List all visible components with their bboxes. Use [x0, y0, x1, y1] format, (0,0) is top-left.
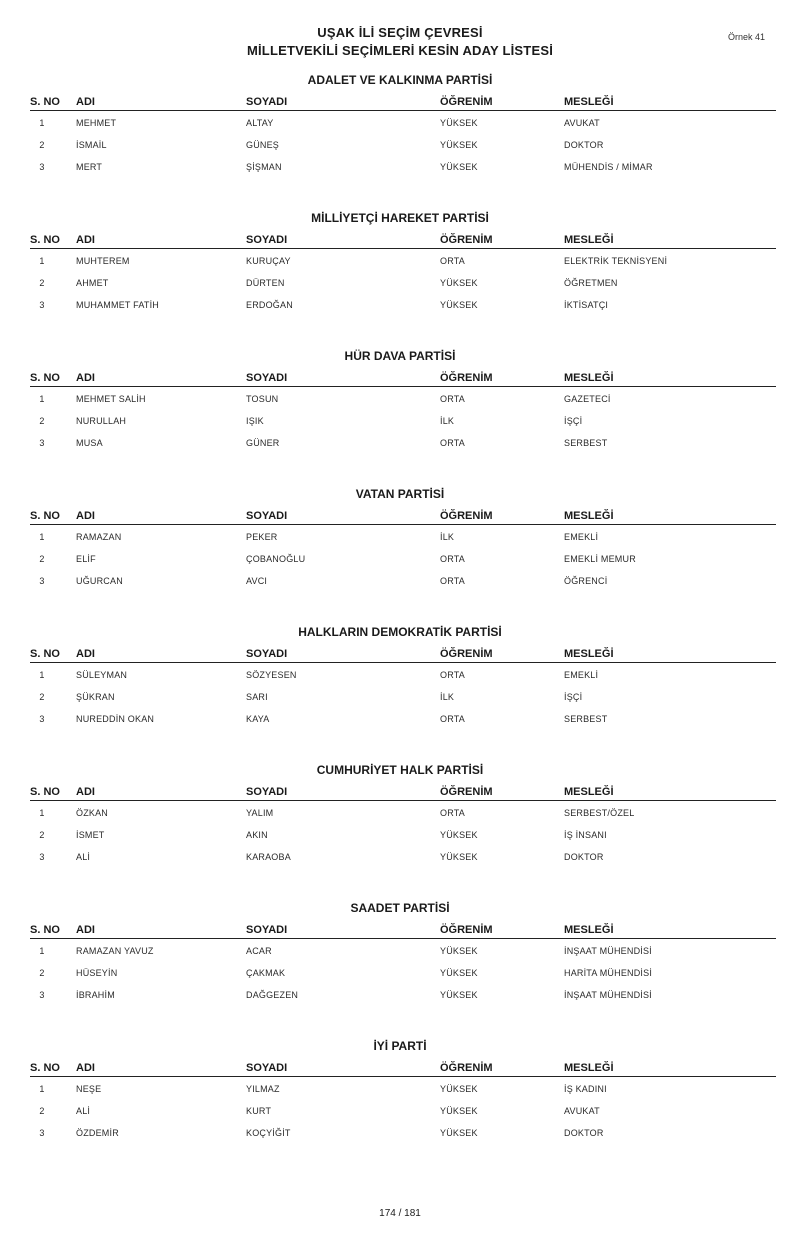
- table-row: [0, 804, 800, 826]
- header-divider: [30, 662, 776, 663]
- candidate-first-name: NEŞE: [76, 1084, 102, 1094]
- candidate-last-name: KURT: [246, 1106, 272, 1116]
- column-header-ogrenim: ÖĞRENİM: [440, 372, 493, 384]
- candidate-last-name: YILMAZ: [246, 1084, 280, 1094]
- row-number: 2: [39, 278, 45, 288]
- candidate-last-name: DAĞGEZEN: [246, 990, 299, 1000]
- column-header-sno: S. NO: [30, 1062, 60, 1074]
- candidate-profession: ÖĞRENCİ: [564, 576, 608, 586]
- candidate-last-name: IŞIK: [246, 416, 264, 426]
- row-number: 2: [39, 416, 45, 426]
- candidate-last-name: PEKER: [246, 532, 278, 542]
- candidate-education: İLK: [440, 532, 455, 542]
- party-title: CUMHURİYET HALK PARTİSİ: [316, 763, 484, 777]
- candidate-first-name: ŞÜKRAN: [76, 692, 115, 702]
- candidate-education: YÜKSEK: [440, 946, 478, 956]
- candidate-first-name: ALİ: [76, 1106, 91, 1116]
- party-title: İYİ PARTİ: [373, 1039, 427, 1053]
- header-line-1: UŞAK İLİ SEÇİM ÇEVRESİ: [317, 25, 483, 40]
- candidate-education: YÜKSEK: [440, 1106, 478, 1116]
- header-divider: [30, 524, 776, 525]
- table-row: [0, 390, 800, 412]
- column-header-ogrenim: ÖĞRENİM: [440, 924, 493, 936]
- party-title: SAADET PARTİSİ: [350, 901, 450, 915]
- row-number: 1: [39, 946, 45, 956]
- column-header-adi: ADI: [76, 372, 95, 384]
- column-header-soyadi: SOYADI: [246, 924, 288, 936]
- row-number: 3: [39, 1128, 45, 1138]
- candidate-first-name: ALİ: [76, 852, 91, 862]
- candidate-first-name: NURULLAH: [76, 416, 127, 426]
- table-row: [0, 114, 800, 136]
- column-header-row: [0, 642, 800, 662]
- party-section: [0, 208, 800, 346]
- candidate-rows: [0, 248, 800, 318]
- candidate-first-name: MUHTEREM: [76, 256, 130, 266]
- candidate-profession: ÖĞRETMEN: [564, 278, 618, 288]
- table-row: [0, 942, 800, 964]
- candidate-profession: İŞ İNSANI: [564, 830, 607, 840]
- candidate-first-name: MEHMET: [76, 118, 117, 128]
- candidate-last-name: KURUÇAY: [246, 256, 291, 266]
- candidate-first-name: AHMET: [76, 278, 109, 288]
- candidate-profession: GAZETECİ: [564, 394, 611, 404]
- column-header-row: [0, 1056, 800, 1076]
- candidate-first-name: İBRAHİM: [76, 990, 115, 1000]
- column-header-meslegi: MESLEĞİ: [564, 1062, 614, 1074]
- party-title: HÜR DAVA PARTİSİ: [344, 349, 456, 363]
- form-number: Örnek 41: [728, 32, 766, 42]
- column-header-adi: ADI: [76, 786, 95, 798]
- party-list: [0, 70, 800, 1174]
- candidate-profession: AVUKAT: [564, 1106, 600, 1116]
- candidate-profession: ELEKTRİK TEKNİSYENİ: [564, 256, 668, 266]
- column-header-adi: ADI: [76, 510, 95, 522]
- candidate-profession: SERBEST: [564, 714, 608, 724]
- row-number: 1: [39, 670, 45, 680]
- column-header-ogrenim: ÖĞRENİM: [440, 510, 493, 522]
- column-header-sno: S. NO: [30, 786, 60, 798]
- column-header-meslegi: MESLEĞİ: [564, 510, 614, 522]
- row-number: 3: [39, 162, 45, 172]
- table-row: [0, 826, 800, 848]
- row-number: 2: [39, 692, 45, 702]
- table-row: [0, 296, 800, 318]
- row-number: 1: [39, 118, 45, 128]
- table-row: [0, 412, 800, 434]
- candidate-profession: DOKTOR: [564, 1128, 604, 1138]
- column-header-row: [0, 780, 800, 800]
- candidate-education: YÜKSEK: [440, 140, 478, 150]
- party-section: [0, 70, 800, 208]
- column-header-meslegi: MESLEĞİ: [564, 96, 614, 108]
- candidate-last-name: YALIM: [246, 808, 274, 818]
- column-header-ogrenim: ÖĞRENİM: [440, 234, 493, 246]
- column-header-sno: S. NO: [30, 234, 60, 246]
- document-header: [0, 24, 800, 60]
- candidate-first-name: İSMAİL: [76, 140, 107, 150]
- header-divider: [30, 110, 776, 111]
- table-row: [0, 964, 800, 986]
- column-header-meslegi: MESLEĞİ: [564, 234, 614, 246]
- candidate-last-name: AVCI: [246, 576, 268, 586]
- table-row: [0, 1102, 800, 1124]
- candidate-profession: HARİTA MÜHENDİSİ: [564, 968, 653, 978]
- column-header-meslegi: MESLEĞİ: [564, 924, 614, 936]
- candidate-profession: İNŞAAT MÜHENDİSİ: [564, 946, 652, 956]
- candidate-profession: İŞÇİ: [564, 416, 583, 426]
- party-section: [0, 484, 800, 622]
- column-header-sno: S. NO: [30, 648, 60, 660]
- candidate-education: YÜKSEK: [440, 1128, 478, 1138]
- candidate-first-name: MUSA: [76, 438, 103, 448]
- candidate-profession: DOKTOR: [564, 852, 604, 862]
- candidate-first-name: ÖZDEMİR: [76, 1128, 119, 1138]
- candidate-education: YÜKSEK: [440, 830, 478, 840]
- column-header-sno: S. NO: [30, 372, 60, 384]
- row-number: 2: [39, 1106, 45, 1116]
- table-row: [0, 434, 800, 456]
- column-header-adi: ADI: [76, 1062, 95, 1074]
- candidate-education: ORTA: [440, 256, 465, 266]
- candidate-first-name: MERT: [76, 162, 103, 172]
- party-section: [0, 760, 800, 898]
- candidate-profession: AVUKAT: [564, 118, 600, 128]
- header-divider: [30, 386, 776, 387]
- candidate-profession: EMEKLİ: [564, 670, 599, 680]
- column-header-soyadi: SOYADI: [246, 510, 288, 522]
- candidate-profession: MÜHENDİS / MİMAR: [564, 162, 653, 172]
- candidate-last-name: ALTAY: [246, 118, 274, 128]
- column-header-soyadi: SOYADI: [246, 372, 288, 384]
- column-header-row: [0, 228, 800, 248]
- table-row: [0, 274, 800, 296]
- candidate-education: YÜKSEK: [440, 300, 478, 310]
- candidate-last-name: ÇOBANOĞLU: [246, 554, 306, 564]
- candidate-profession: EMEKLİ MEMUR: [564, 554, 636, 564]
- candidate-education: İLK: [440, 692, 455, 702]
- row-number: 3: [39, 576, 45, 586]
- candidate-education: YÜKSEK: [440, 118, 478, 128]
- candidate-first-name: SÜLEYMAN: [76, 670, 128, 680]
- party-title: ADALET VE KALKINMA PARTİSİ: [307, 73, 493, 87]
- candidate-rows: [0, 110, 800, 180]
- column-header-adi: ADI: [76, 648, 95, 660]
- row-number: 1: [39, 808, 45, 818]
- header-divider: [30, 938, 776, 939]
- candidate-rows: [0, 800, 800, 870]
- candidate-rows: [0, 662, 800, 732]
- column-header-sno: S. NO: [30, 96, 60, 108]
- candidate-rows: [0, 386, 800, 456]
- candidate-education: YÜKSEK: [440, 162, 478, 172]
- column-header-ogrenim: ÖĞRENİM: [440, 648, 493, 660]
- table-row: [0, 688, 800, 710]
- candidate-last-name: GÜNEŞ: [246, 140, 280, 150]
- party-title: HALKLARIN DEMOKRATİK PARTİSİ: [298, 625, 502, 639]
- candidate-profession: İNŞAAT MÜHENDİSİ: [564, 990, 652, 1000]
- column-header-ogrenim: ÖĞRENİM: [440, 96, 493, 108]
- candidate-last-name: SÖZYESEN: [246, 670, 297, 680]
- candidate-last-name: AKIN: [246, 830, 268, 840]
- candidate-education: ORTA: [440, 576, 465, 586]
- header-divider: [30, 800, 776, 801]
- column-header-row: [0, 918, 800, 938]
- table-row: [0, 848, 800, 870]
- header-line-2: MİLLETVEKİLİ SEÇİMLERİ KESİN ADAY LİSTESİ: [246, 43, 554, 58]
- candidate-profession: İKTİSATÇI: [564, 300, 609, 310]
- column-header-adi: ADI: [76, 96, 95, 108]
- candidate-first-name: MUHAMMET FATİH: [76, 300, 159, 310]
- column-header-ogrenim: ÖĞRENİM: [440, 1062, 493, 1074]
- column-header-row: [0, 90, 800, 110]
- column-header-meslegi: MESLEĞİ: [564, 372, 614, 384]
- party-section: [0, 346, 800, 484]
- column-header-sno: S. NO: [30, 924, 60, 936]
- candidate-education: ORTA: [440, 808, 465, 818]
- candidate-last-name: TOSUN: [246, 394, 279, 404]
- candidate-education: ORTA: [440, 670, 465, 680]
- column-header-sno: S. NO: [30, 510, 60, 522]
- page-number: 174 / 181: [379, 1208, 421, 1219]
- table-row: [0, 572, 800, 594]
- table-row: [0, 1124, 800, 1146]
- row-number: 1: [39, 532, 45, 542]
- candidate-last-name: DÜRTEN: [246, 278, 285, 288]
- candidate-education: YÜKSEK: [440, 990, 478, 1000]
- candidate-last-name: ACAR: [246, 946, 272, 956]
- column-header-soyadi: SOYADI: [246, 1062, 288, 1074]
- column-header-row: [0, 366, 800, 386]
- row-number: 3: [39, 714, 45, 724]
- party-section: [0, 622, 800, 760]
- candidate-first-name: ELİF: [76, 554, 96, 564]
- table-row: [0, 1080, 800, 1102]
- candidate-last-name: KOÇYİĞİT: [246, 1128, 291, 1138]
- column-header-ogrenim: ÖĞRENİM: [440, 786, 493, 798]
- column-header-soyadi: SOYADI: [246, 234, 288, 246]
- candidate-education: YÜKSEK: [440, 1084, 478, 1094]
- candidate-last-name: ŞİŞMAN: [246, 162, 282, 172]
- row-number: 3: [39, 300, 45, 310]
- column-header-soyadi: SOYADI: [246, 786, 288, 798]
- table-row: [0, 158, 800, 180]
- candidate-profession: SERBEST/ÖZEL: [564, 808, 635, 818]
- table-row: [0, 136, 800, 158]
- column-header-meslegi: MESLEĞİ: [564, 648, 614, 660]
- row-number: 3: [39, 990, 45, 1000]
- party-title: VATAN PARTİSİ: [355, 487, 445, 501]
- candidate-first-name: MEHMET SALİH: [76, 394, 146, 404]
- candidate-education: İLK: [440, 416, 455, 426]
- candidate-profession: DOKTOR: [564, 140, 604, 150]
- table-row: [0, 986, 800, 1008]
- row-number: 1: [39, 394, 45, 404]
- candidate-education: ORTA: [440, 714, 465, 724]
- candidate-first-name: İSMET: [76, 830, 105, 840]
- candidate-first-name: ÖZKAN: [76, 808, 109, 818]
- column-header-adi: ADI: [76, 924, 95, 936]
- candidate-rows: [0, 1076, 800, 1146]
- candidate-last-name: ÇAKMAK: [246, 968, 286, 978]
- table-row: [0, 666, 800, 688]
- candidate-education: ORTA: [440, 394, 465, 404]
- candidate-first-name: RAMAZAN YAVUZ: [76, 946, 154, 956]
- party-title: MİLLİYETÇİ HAREKET PARTİSİ: [311, 211, 489, 225]
- candidate-education: YÜKSEK: [440, 968, 478, 978]
- table-row: [0, 710, 800, 732]
- column-header-soyadi: SOYADI: [246, 648, 288, 660]
- candidate-last-name: SARI: [246, 692, 268, 702]
- column-header-soyadi: SOYADI: [246, 96, 288, 108]
- candidate-last-name: ERDOĞAN: [246, 300, 293, 310]
- row-number: 3: [39, 852, 45, 862]
- row-number: 1: [39, 1084, 45, 1094]
- header-divider: [30, 1076, 776, 1077]
- table-row: [0, 252, 800, 274]
- row-number: 2: [39, 554, 45, 564]
- candidate-first-name: HÜSEYİN: [76, 968, 118, 978]
- table-row: [0, 550, 800, 572]
- candidate-last-name: KARAOBA: [246, 852, 291, 862]
- party-section: [0, 898, 800, 1036]
- column-header-meslegi: MESLEĞİ: [564, 786, 614, 798]
- candidate-profession: EMEKLİ: [564, 532, 599, 542]
- row-number: 2: [39, 140, 45, 150]
- header-divider: [30, 248, 776, 249]
- candidate-education: YÜKSEK: [440, 278, 478, 288]
- candidate-rows: [0, 938, 800, 1008]
- candidate-profession: SERBEST: [564, 438, 608, 448]
- column-header-row: [0, 504, 800, 524]
- candidate-last-name: KAYA: [246, 714, 270, 724]
- candidate-education: ORTA: [440, 438, 465, 448]
- candidate-profession: İŞ KADINI: [564, 1084, 607, 1094]
- column-header-adi: ADI: [76, 234, 95, 246]
- candidate-first-name: UĞURCAN: [76, 576, 123, 586]
- candidate-rows: [0, 524, 800, 594]
- row-number: 2: [39, 968, 45, 978]
- row-number: 1: [39, 256, 45, 266]
- table-row: [0, 528, 800, 550]
- candidate-last-name: GÜNER: [246, 438, 280, 448]
- candidate-first-name: RAMAZAN: [76, 532, 122, 542]
- candidate-education: YÜKSEK: [440, 852, 478, 862]
- row-number: 3: [39, 438, 45, 448]
- candidate-profession: İŞÇİ: [564, 692, 583, 702]
- candidate-first-name: NUREDDİN OKAN: [76, 714, 155, 724]
- row-number: 2: [39, 830, 45, 840]
- party-section: [0, 1036, 800, 1174]
- candidate-education: ORTA: [440, 554, 465, 564]
